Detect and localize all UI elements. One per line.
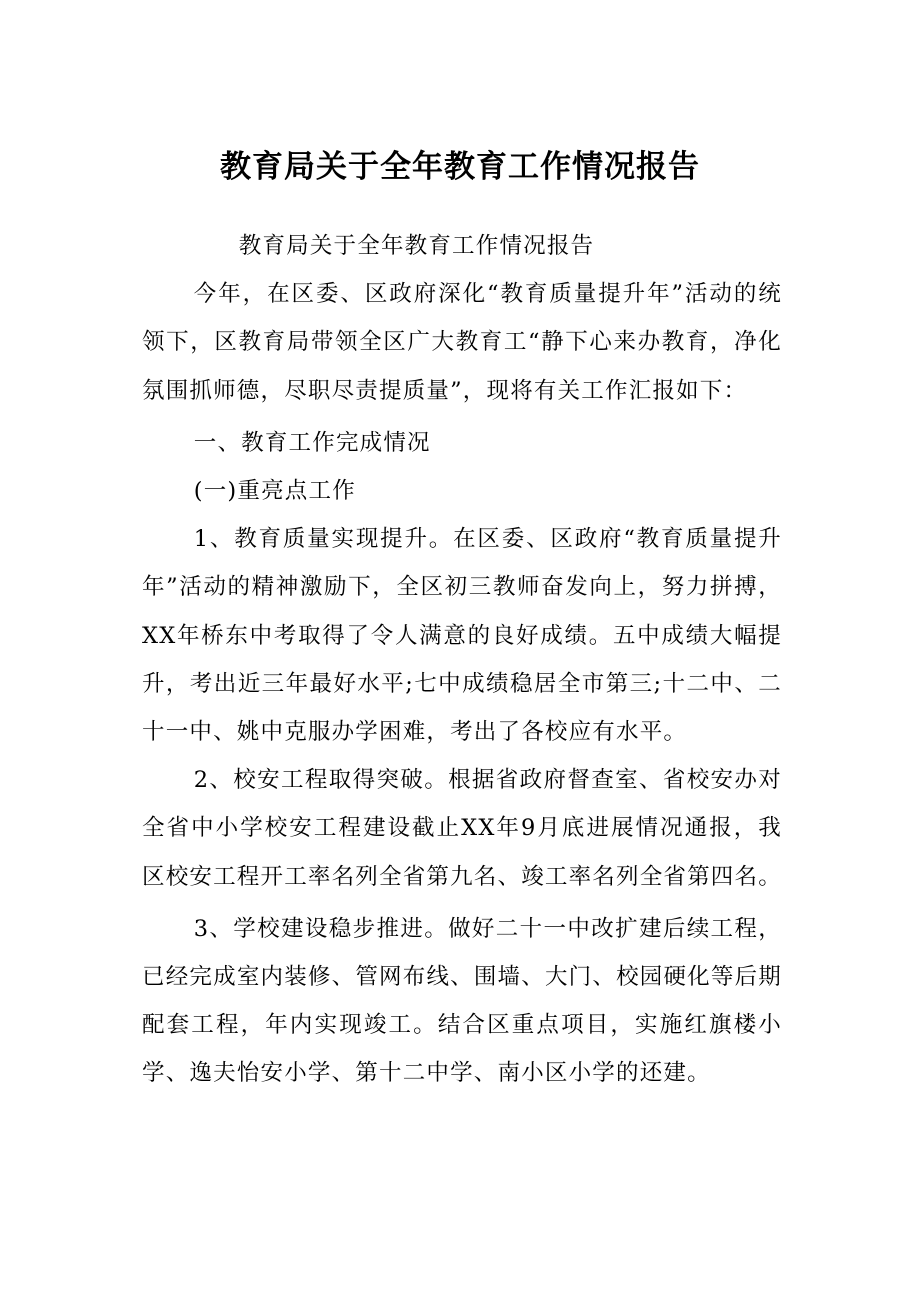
item-paragraph-3: 3、学校建设稳步推进。做好二十一中改扩建后续工程，已经完成室内装修、管网布线、围墙、大门、校园硬化等后期配套工程，年内实现竣工。结合区重点项目，实施红旗楼小学、逸夫怡安小学、第十二中学、南小区小学的还建。 — [142, 915, 782, 1087]
subsection-heading: (一)重亮点工作 — [193, 478, 356, 505]
document-body — [142, 222, 782, 1098]
item-paragraph-1: 1、教育质量实现提升。在区委、区政府“教育质量提升年”活动的精神激励下，全区初三教师奋发向上，努力拼搏，XX年桥东中考取得了令人满意的良好成绩。五中成绩大幅提升，考出近三年最好水平;七中成绩稳居全市第三;十二中、二十一中、姚中克服办学困难，考出了各校应有水平。 — [142, 526, 782, 746]
report-subtitle: 教育局关于全年教育工作情况报告 — [238, 233, 595, 259]
item-paragraph-2: 2、校安工程取得突破。根据省政府督查室、省校安办对全省中小学校安工程建设截止XX年9月底进展情况通报，我区校安工程开工率名列全省第九名、竣工率名列全省第四名。 — [142, 767, 782, 890]
document-title: 教育局关于全年教育工作情况报告 — [220, 149, 700, 185]
section-heading: 一、教育工作完成情况 — [193, 429, 431, 456]
intro-paragraph: 今年，在区委、区政府深化“教育质量提升年”活动的统领下，区教育局带领全区广大教育工“静下心来办教育，净化氛围抓师德，尽职尽责提质量”，现将有关工作汇报如下： — [142, 281, 782, 404]
